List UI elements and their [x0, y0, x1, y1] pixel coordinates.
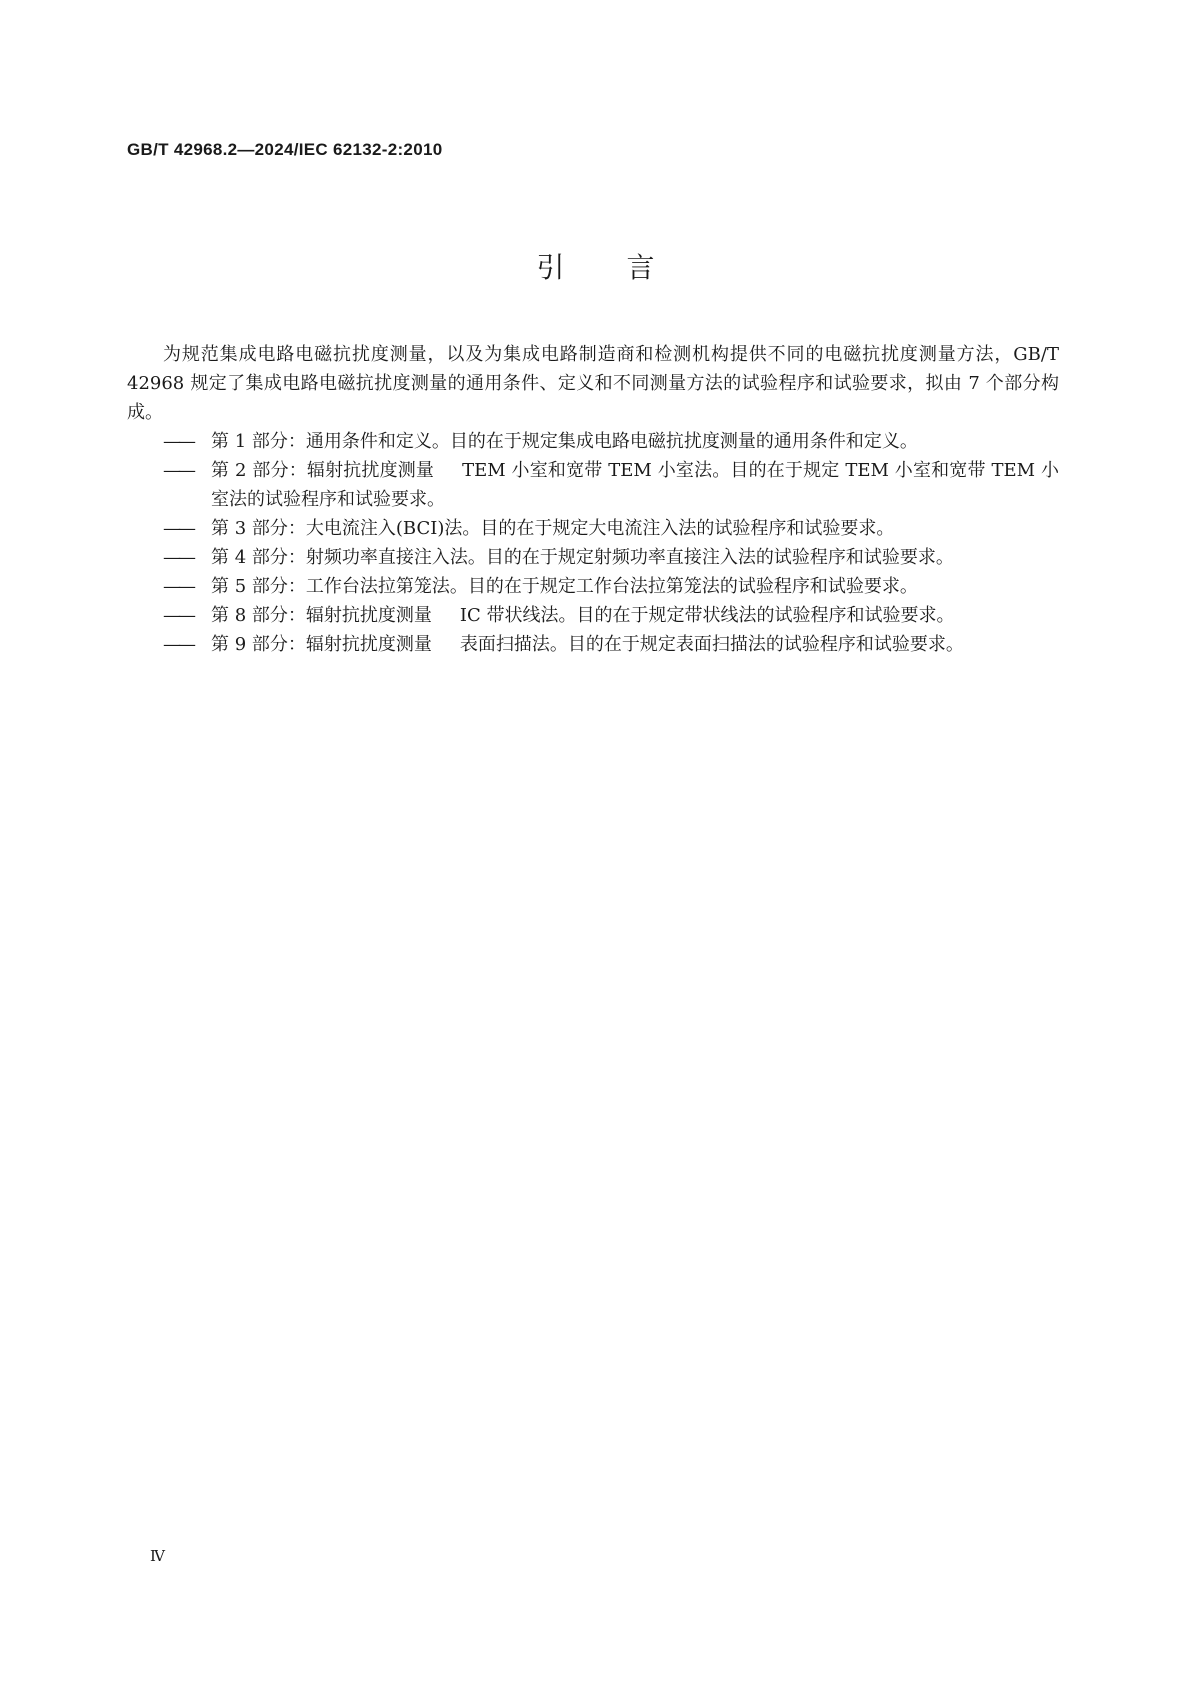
- part-text: 第 2 部分：辐射抗扰度测量: [211, 460, 435, 481]
- intro-paragraph: 为规范集成电路电磁抗扰度测量，以及为集成电路制造商和检测机构提供不同的电磁抗扰度测量方法，GB/T 42968 规定了集成电路电磁抗扰度测量的通用条件、定义和不同测量方法的试验程序和试验要求，拟由 7 个部分构成。: [127, 344, 1059, 423]
- list-item: [127, 543, 1059, 572]
- page-title: 引言: [536, 251, 717, 284]
- parts-list: [127, 427, 1059, 659]
- list-dash: ——: [163, 460, 193, 481]
- part-text: 第 1 部分：通用条件和定义。目的在于规定集成电路电磁抗扰度测量的通用条件和定义。: [211, 431, 918, 452]
- part-subtitle: IC 带状线法。目的在于规定带状线法的试验程序和试验要求。: [459, 605, 955, 626]
- list-dash: ——: [163, 518, 193, 539]
- part-subtitle: 表面扫描法。目的在于规定表面扫描法的试验程序和试验要求。: [459, 634, 964, 655]
- standard-code: GB/T 42968.2—2024/IEC 62132-2:2010: [127, 140, 443, 159]
- part-text: 第 5 部分：工作台法拉第笼法。目的在于规定工作台法拉第笼法的试验程序和试验要求。: [211, 576, 918, 597]
- list-item: [127, 630, 1059, 659]
- part-text: 第 4 部分：射频功率直接注入法。目的在于规定射频功率直接注入法的试验程序和试验要求。: [211, 547, 954, 568]
- list-dash: ——: [163, 576, 193, 597]
- list-dash: ——: [163, 431, 193, 452]
- document-body: [127, 340, 1059, 659]
- list-item: [127, 572, 1059, 601]
- part-text: 第 3 部分：大电流注入(BCI)法。目的在于规定大电流注入法的试验程序和试验要求。: [211, 518, 895, 539]
- list-dash: ——: [163, 605, 193, 626]
- list-dash: ——: [163, 634, 193, 655]
- page-number: Ⅳ: [150, 1549, 165, 1565]
- part-subtitle: TEM 小室和宽带 TEM 小室法。目的在于规定 TEM 小室和宽带 TEM 小室法的试验程序和试验要求。: [211, 460, 1059, 510]
- part-text: 第 9 部分：辐射抗扰度测量: [211, 634, 432, 655]
- list-item: [127, 601, 1059, 630]
- list-item: [127, 514, 1059, 543]
- list-dash: ——: [163, 547, 193, 568]
- part-text: 第 8 部分：辐射抗扰度测量: [211, 605, 432, 626]
- list-item: [127, 427, 1059, 456]
- list-item: [127, 456, 1059, 514]
